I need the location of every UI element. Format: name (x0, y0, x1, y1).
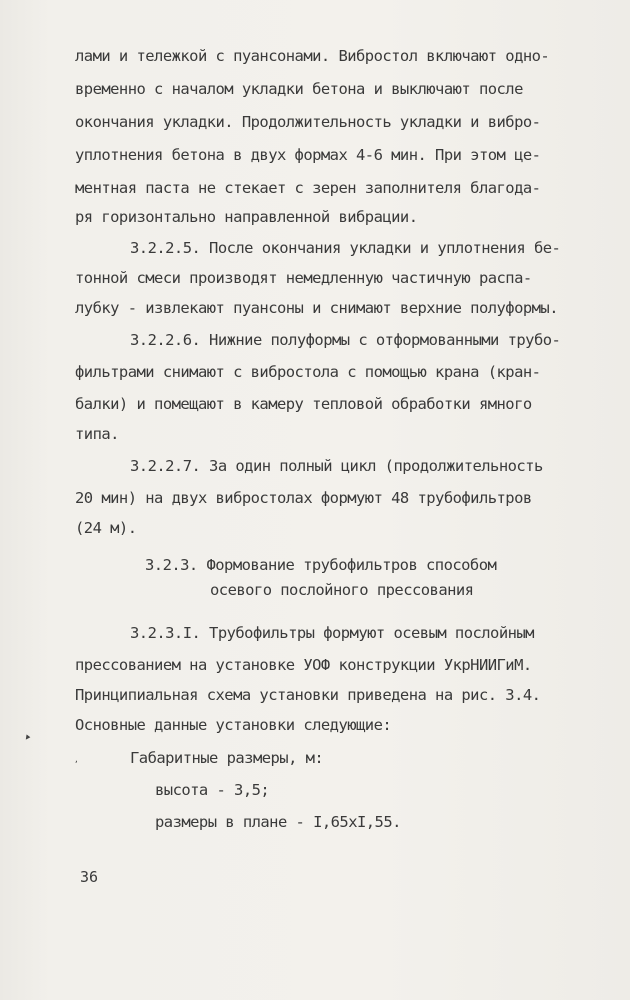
text-line: 20 мин) на двух вибростолах формуют 48 трубофильтров (75, 489, 532, 507)
text-line: окончания укладки. Продолжительность укладки и вибро- (75, 113, 541, 131)
text-line: типа. (75, 425, 119, 443)
text-line: 3.2.2.7. За один полный цикл (продолжительность (130, 457, 543, 475)
text-line: размеры в плане - I,65xI,55. (155, 813, 401, 831)
scan-speck: , (74, 755, 79, 764)
text-line: 3.2.2.6. Нижние полуформы с отформованными трубо- (130, 331, 561, 349)
text-line: Габаритные размеры, м: (130, 749, 324, 767)
text-line: (24 м). (75, 519, 137, 537)
text-line: уплотнения бетона в двух формах 4-6 мин. При этом це- (75, 146, 541, 164)
text-line: Принципиальная схема установки приведена на рис. 3.4. (75, 686, 541, 704)
section-heading: осевого послойного прессования (210, 581, 474, 599)
scan-speck: ▾ (20, 729, 35, 745)
text-line: ментная паста не стекает с зерен заполнителя благода- (75, 179, 541, 197)
text-line: высота - 3,5; (155, 781, 270, 799)
text-line: фильтрами снимают с вибростола с помощью крана (кран- (75, 363, 541, 381)
text-line: 3.2.3.I. Трубофильтры формуют осевым послойным (130, 624, 534, 642)
section-heading: 3.2.3. Формование трубофильтров способом (145, 556, 497, 574)
text-line: 3.2.2.5. После окончания укладки и уплотнения бе- (130, 239, 561, 257)
text-line: временно с началом укладки бетона и выключают после (75, 80, 523, 98)
page-number: 36 (80, 868, 99, 886)
text-line: лубку - извлекают пуансоны и снимают верхние полуформы. (75, 299, 558, 317)
text-line: прессованием на установке УОФ конструкции УкрНИИГиМ. (75, 656, 532, 674)
text-line: тонной смеси производят немедленную частичную распа- (75, 269, 532, 287)
text-line: лами и тележкой с пуансонами. Вибростол включают одно- (75, 47, 550, 65)
text-line: Основные данные установки следующие: (75, 716, 392, 734)
text-line: ря горизонтально направленной вибрации. (75, 208, 418, 226)
text-line: балки) и помещают в камеру тепловой обработки ямного (75, 395, 532, 413)
